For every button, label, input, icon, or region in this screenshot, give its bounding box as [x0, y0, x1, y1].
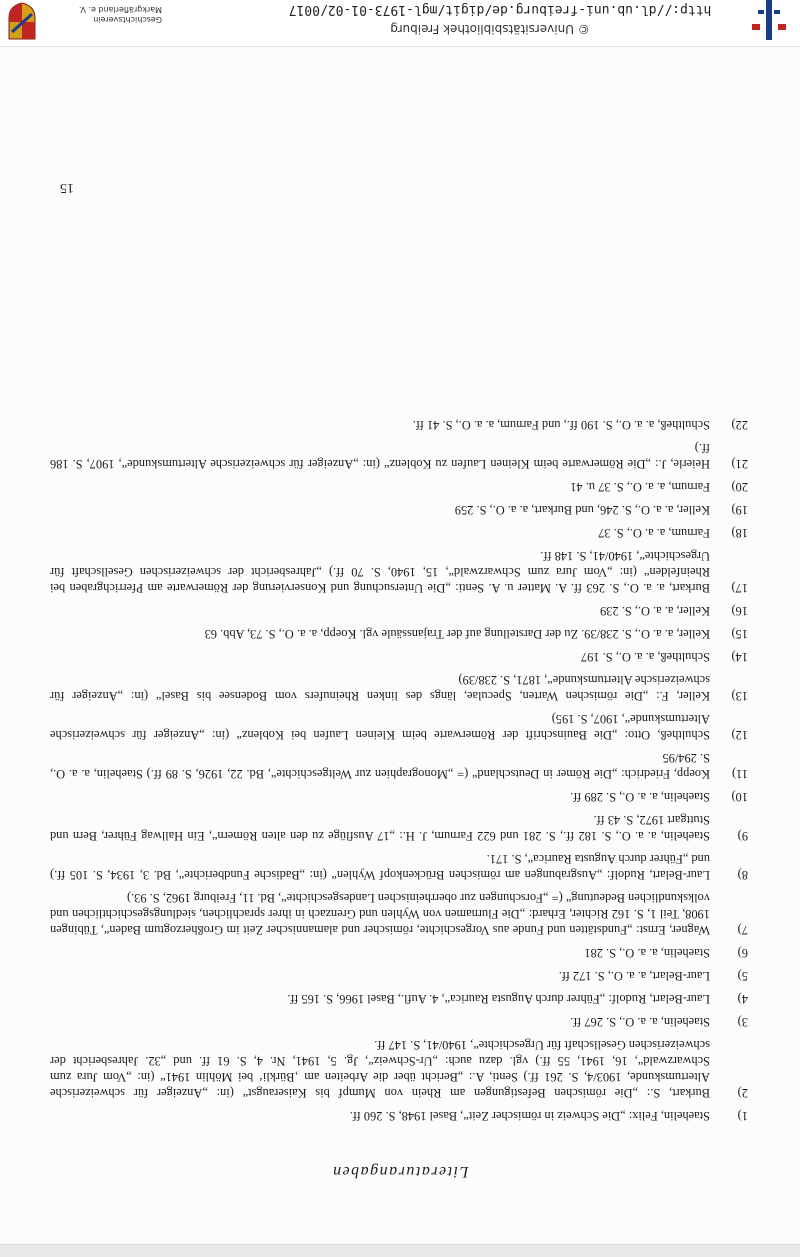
coat-of-arms-icon [8, 2, 36, 40]
reference-item [50, 789, 750, 805]
society-name [42, 4, 162, 24]
reference-number: 10) [731, 790, 748, 804]
reference-text: Farnum, a. a. O., S. 37 [598, 526, 710, 540]
reference-item [50, 711, 750, 743]
reference-text: Laur-Belart, a. a. O., S. 172 ff. [558, 969, 710, 983]
document-url[interactable]: http://dl.ub.uni-freiburg.de/digit/mgl-1973-01-02/0017 [288, 2, 712, 17]
reference-text: Schultheß, a. a. O., S. 197 [580, 650, 710, 664]
reference-number: 17) [731, 581, 748, 595]
reference-item [50, 991, 750, 1007]
library-credit: © Universitätsbibliothek Freiburg [390, 22, 590, 36]
reference-item [50, 851, 750, 883]
reference-item [50, 548, 750, 596]
reference-item [50, 750, 750, 782]
reference-item [50, 525, 750, 541]
reference-text: Keller, a. a. O., S. 239 [600, 604, 710, 618]
reference-number: 18) [731, 526, 748, 540]
page-heading: Literaturangaben [331, 1163, 469, 1180]
reference-item [50, 1108, 750, 1124]
reference-number: 3) [737, 1015, 748, 1029]
reference-number: 4) [737, 992, 748, 1006]
reference-item [50, 417, 750, 433]
reference-text: Laur-Belart, Rudolf: „Ausgrabungen am römischen Brückenkopf Wyhlen“ (in: „Badische Fundberichte“, Bd. 3, 1934, S. 105 ff.) und „Führer durch Augusta Raurica“, S. 171. [50, 852, 710, 882]
society-line-1: Geschichtsverein [93, 15, 162, 24]
reference-number: 8) [737, 868, 748, 882]
reference-item [50, 890, 750, 938]
footer-banner [0, 1244, 800, 1257]
reference-text: Staehelin, Felix: „Die Schweiz in römischer Zeit“, Basel 1948, S. 260 ff. [349, 1109, 710, 1123]
reference-number: 14) [731, 650, 748, 664]
reference-number: 5) [737, 969, 748, 983]
reference-number: 12) [731, 728, 748, 742]
reference-item [50, 603, 750, 619]
reference-item [50, 502, 750, 518]
reference-list [50, 410, 750, 1124]
reference-text: Keller, a. a. O., S. 246, und Burkart, a. a. O., S. 259 [454, 503, 710, 517]
reference-text: Koepp, Friedrich: „Die Römer in Deutschland“ (= „Monographien zur Weltgeschichte“, Bd. 22, 1926, S. 89 ff.) Staehelin, a. a. O., S. 294/95 [50, 751, 710, 781]
reference-text: Schultheß, Otto: „Die Bauinschrift der Römerwarte beim Kleinen Laufen bei Koblenz“ (in: „Anzeiger für schweizerische Altertumskunde“, 1907, S. 195) [50, 712, 710, 742]
reference-number: 16) [731, 604, 748, 618]
scanned-page [50, 60, 750, 1210]
reference-number: 19) [731, 503, 748, 517]
page-number: 15 [60, 180, 74, 195]
reference-number: 9) [737, 829, 748, 843]
reference-text: Keller, a. a. O., S. 238/39. Zu der Darstellung auf der Trajanssäule vgl. Koepp, a. a. O., S. 73, Abb. 63 [204, 627, 710, 641]
reference-number: 13) [731, 689, 748, 703]
reference-item [50, 812, 750, 844]
reference-text: Laur-Belart, Rudolf: „Führer durch Augusta Raurica“, 4. Aufl., Basel 1966, S. 165 ff. [287, 992, 710, 1006]
reference-text: Wagner, Ernst: „Fundstätten und Funde aus Vorgeschichte, römischer und alamannischer Zeit im Großherzogtum Baden“, Tübingen 1908, Teil 1, S. 162 Richter, Erhard: „Die Flurnamen von Wyhlen und Grenzach in ihrer sprachlichen, siedlungsgeschichtlichen und volkskundlichen Bedeutung“ (= „Forschungen zur oberrheinischen Landesgeschichte“, Bd. 11, Freiburg 1962, S. 93.) [50, 891, 710, 937]
reference-text: Staehelin, a. a. O., S. 289 ff. [570, 790, 710, 804]
reference-text: Keller, F.: „Die römischen Warten, Speculae, längs des linken Rheinufers vom Bodensee bis Basel“ (in: „Anzeiger für schweizerische Altertumskunde“, 1871, S. 238/39) [50, 673, 710, 703]
header-banner [0, 0, 800, 47]
reference-number: 7) [737, 923, 748, 937]
reference-number: 1) [737, 1109, 748, 1123]
reference-item [50, 945, 750, 961]
reference-text: Schultheß, a. a. O., S. 190 ff., und Farnum, a. a. O., S. 41 ff. [412, 418, 710, 432]
reference-item [50, 672, 750, 704]
reference-text: Staehelin, a. a. O., S. 182 ff., S. 281 und 622 Farnum, J. H.: „17 Ausflüge zu den alten Römern“, Ein Hallwag Führer, Bern und Stuttgart 1972, S. 43 ff. [50, 813, 710, 843]
reference-number: 22) [731, 418, 748, 432]
reference-item [50, 649, 750, 665]
reference-item [50, 440, 750, 472]
reference-number: 21) [731, 457, 748, 471]
reference-number: 20) [731, 480, 748, 494]
society-line-2: Markgräflerland e. V. [78, 5, 162, 14]
reference-item [50, 1037, 750, 1101]
reference-text: Burkart, S.: „Die römischen Befestigungen am Rhein von Mumpf bis Kaiseraugst“ (in: „Anzeiger für schweizerische Altertumskunde, 1903/4, S. 261 ff.) Senti, A.: „Bericht über die Arbeiten am ‚Bürkli‘ bei Möhlin 1941“ (in: „Vom Jura zum Schwarzwald“, 16, 1941, 55 ff.) vgl. dazu auch: „Ur-Schweiz“, Jg. 5, 1941, Nr. 4, S. 61 ff. und „32. Jahresbericht der schweizerischen Gesellschaft für Urgeschichte“, 1940/41, S. 147 ff. [50, 1038, 710, 1100]
reference-item [50, 968, 750, 984]
reference-text: Staehelin, a. a. O., S. 267 ff. [570, 1015, 710, 1029]
reference-number: 11) [731, 767, 748, 781]
reference-text: Farnum, a. a. O., S. 37 u. 41 [570, 480, 710, 494]
reference-item [50, 626, 750, 642]
reference-number: 15) [731, 627, 748, 641]
reference-number: 6) [737, 946, 748, 960]
reference-item [50, 1014, 750, 1030]
reference-text: Burkart, a. a. O., S. 263 ff. A. Matter u. A. Senti: „Die Untersuchung und Konservierung der Römerwarte am Pferrichgraben bei Rheinfelden“ (in: „Vom Jura zum Schwarzwald“, 15, 1940, S. 70 ff.) „Jahresbericht der schweizerischen Gesellschaft für Urgeschichte“, 1940/41, S. 148 ff. [50, 549, 710, 595]
reference-item [50, 479, 750, 495]
reference-text: Staehelin, a. a. O., S. 281 [584, 946, 710, 960]
reference-number: 2) [737, 1086, 748, 1100]
reference-text: Heierle, J.: „Die Römerwarte beim Kleinen Laufen zu Koblenz“ (in: „Anzeiger für schweizerische Altertumskunde“, 1907, S. 186 ff.) [50, 441, 710, 471]
ub-freiburg-logo-icon [744, 0, 794, 40]
